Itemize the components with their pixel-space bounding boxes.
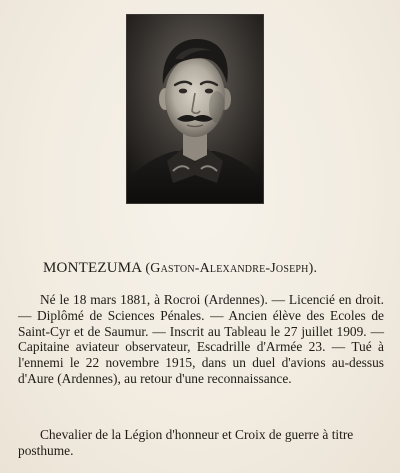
portrait-photo [126, 14, 264, 204]
given-names: (Gaston-Alexandre-Joseph). [145, 261, 318, 276]
surname: MONTEZUMA [43, 260, 142, 276]
honours-paragraph: Chevalier de la Légion d'honneur et Croix de guerre à titre posthume. [18, 427, 354, 458]
portrait-image [127, 15, 263, 203]
biography-paragraph: Né le 18 mars 1881, à Rocroi (Ardennes). — Licencié en droit. — Diplômé de Sciences Pénales. — Ancien élève des Ecoles de Saint-Cyr et de Saumur. — Inscrit au Tableau le 27 juillet 1909. — Capitaine aviateur observateur, Escadrille d'Armée 23. — Tué à l'ennemi le 22 novembre 1915, dans un duel d'avions au-dessus d'Aure (Ardennes), au retour d'une reconnaissance. [18, 292, 384, 386]
person-name-heading [43, 260, 383, 277]
